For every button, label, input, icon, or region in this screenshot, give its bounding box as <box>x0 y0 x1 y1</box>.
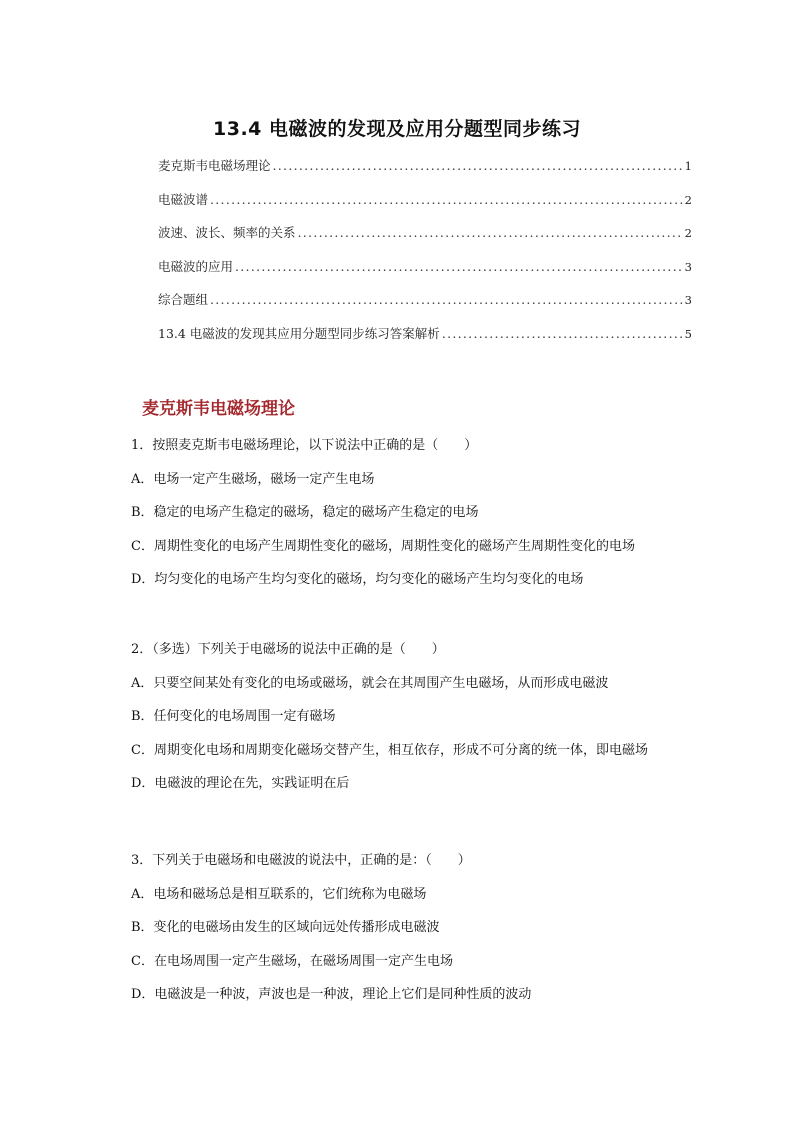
toc-entry-page: 2 <box>684 226 692 240</box>
option-a: A．电场一定产生磁场，磁场一定产生电场 <box>131 471 375 487</box>
option-b: B．稳定的电场产生稳定的磁场，稳定的磁场产生稳定的电场 <box>131 505 479 520</box>
toc-entry[interactable] <box>158 324 692 358</box>
toc-entry[interactable] <box>158 223 692 257</box>
toc-entry-label: 电磁波谱 <box>158 191 209 207</box>
toc-leader-dots <box>235 259 683 274</box>
option-b: B．变化的电磁场由发生的区域向远处传播形成电磁波 <box>131 920 440 935</box>
toc-entry-page: 2 <box>684 192 692 207</box>
toc-entry[interactable] <box>158 190 692 224</box>
toc-entry[interactable] <box>158 156 692 190</box>
option-c: C．周期性变化的电场产生周期性变化的磁场，周期性变化的磁场产生周期性变化的电场 <box>131 538 635 554</box>
toc-entry-page: 1 <box>684 159 692 173</box>
toc-leader-dots <box>210 292 683 307</box>
option-b: B．任何变化的电场周围一定有磁场 <box>131 709 336 724</box>
option-d: D．电磁波的理论在先，实践证明在后 <box>131 776 350 791</box>
option-c: C．在电场周围一定产生磁场，在磁场周围一定产生电场 <box>131 953 453 969</box>
question-2 <box>131 640 711 808</box>
toc-leader-dots <box>273 158 683 173</box>
question-stem: 2．（多选）下列关于电磁场的说法中正确的是（ ） <box>131 642 445 657</box>
toc-entry-page: 3 <box>684 293 692 307</box>
question-1 <box>131 436 711 604</box>
toc-entry-page: 5 <box>684 326 692 341</box>
table-of-contents <box>158 156 692 357</box>
question-3 <box>131 851 711 1019</box>
toc-leader-dots <box>442 326 683 341</box>
option-a: A．只要空间某处有变化的电场或磁场，就会在其周围产生电磁场，从而形成电磁波 <box>131 675 609 691</box>
toc-entry-label: 13.4 电磁波的发现其应用分题型同步练习答案解析 <box>158 325 440 341</box>
toc-entry-page: 3 <box>684 259 692 274</box>
toc-entry-label: 麦克斯韦电磁场理论 <box>158 158 271 173</box>
toc-leader-dots <box>298 225 683 240</box>
toc-leader-dots <box>210 192 683 207</box>
option-d: D．均匀变化的电场产生均匀变化的磁场，均匀变化的磁场产生均匀变化的电场 <box>131 572 584 587</box>
option-c: C．周期变化电场和周期变化磁场交替产生，相互依存，形成不可分离的统一体，即电磁场 <box>131 742 648 758</box>
toc-entry-label: 电磁波的应用 <box>158 258 234 274</box>
question-stem: 1．按照麦克斯韦电磁场理论，以下说法中正确的是（ ） <box>131 438 478 453</box>
toc-entry-label: 波速、波长、频率的关系 <box>158 225 296 240</box>
toc-entry[interactable] <box>158 290 692 324</box>
option-a: A．电场和磁场总是相互联系的，它们统称为电磁场 <box>131 886 427 902</box>
section-heading: 麦克斯韦电磁场理论 <box>142 399 295 419</box>
toc-entry[interactable] <box>158 257 692 291</box>
toc-entry-label: 综合题组 <box>158 292 209 307</box>
option-d: D．电磁波是一种波，声波也是一种波，理论上它们是同种性质的波动 <box>131 987 532 1002</box>
question-stem: 3．下列关于电磁场和电磁波的说法中，正确的是：（ ） <box>131 853 471 868</box>
page-title: 13.4 电磁波的发现及应用分题型同步练习 <box>213 118 581 140</box>
